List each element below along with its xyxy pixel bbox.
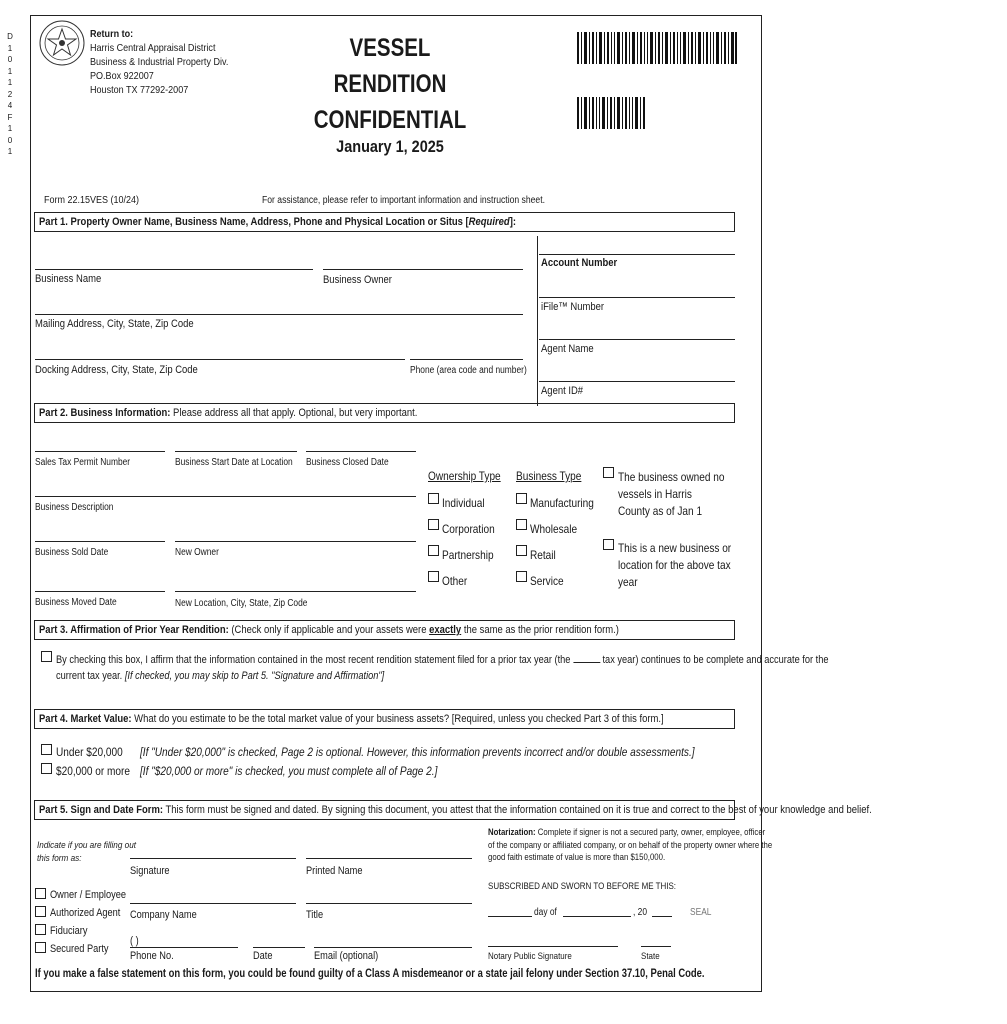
ownership-individual-checkbox[interactable] bbox=[428, 493, 439, 504]
printed-name-label: Printed Name bbox=[306, 865, 363, 877]
company-name-label: Company Name bbox=[130, 909, 197, 921]
docking-address-field[interactable] bbox=[35, 359, 405, 360]
ownership-other-checkbox[interactable] bbox=[428, 571, 439, 582]
new-owner-field[interactable] bbox=[175, 541, 416, 542]
notary-signature-field[interactable] bbox=[488, 946, 618, 947]
role-owner-checkbox[interactable] bbox=[35, 888, 46, 899]
business-description-field[interactable] bbox=[35, 496, 416, 497]
return-to-label: Return to: bbox=[90, 28, 134, 40]
day-of-label: day of bbox=[534, 907, 557, 918]
phone-no-field[interactable] bbox=[130, 947, 238, 948]
business-description-label: Business Description bbox=[35, 502, 114, 513]
part1-header: Part 1. Property Owner Name, Business Name, Address, Phone and Physical Location or Situs [Required]: bbox=[34, 212, 735, 232]
ownership-partnership-checkbox[interactable] bbox=[428, 545, 439, 556]
barcode-small-icon bbox=[577, 97, 647, 129]
title-field[interactable] bbox=[306, 903, 472, 904]
role-fiduciary-label: Fiduciary bbox=[50, 925, 88, 937]
barcode-icon bbox=[577, 32, 737, 64]
phone-parens: ( ) bbox=[130, 935, 139, 947]
under-20000-checkbox[interactable] bbox=[41, 744, 52, 755]
ownership-type-heading: Ownership Type bbox=[428, 469, 501, 483]
type-retail-label: Retail bbox=[530, 548, 556, 562]
closed-date-label: Business Closed Date bbox=[306, 457, 389, 468]
type-wholesale-checkbox[interactable] bbox=[516, 519, 527, 530]
role-secured-party-checkbox[interactable] bbox=[35, 942, 46, 953]
month-field[interactable] bbox=[563, 916, 631, 917]
assistance-note: For assistance, please refer to important information and instruction sheet. bbox=[262, 195, 545, 206]
notarization-note: Notarization: Complete if signer is not a secured party, owner, employee, officer of the company or affiliated company, or on behalf of the property owner where the good faith estimate of value is more than $150,000. bbox=[488, 827, 773, 863]
docking-address-label: Docking Address, City, State, Zip Code bbox=[35, 364, 198, 376]
type-retail-checkbox[interactable] bbox=[516, 545, 527, 556]
sales-tax-label: Sales Tax Permit Number bbox=[35, 457, 131, 468]
email-label: Email (optional) bbox=[314, 950, 379, 962]
type-wholesale-label: Wholesale bbox=[530, 522, 578, 536]
company-name-field[interactable] bbox=[130, 903, 296, 904]
signature-label: Signature bbox=[130, 865, 170, 877]
indicate-role-note: Indicate if you are filling out this form as: bbox=[37, 840, 137, 864]
ownership-partnership-label: Partnership bbox=[442, 548, 494, 562]
agent-id-label: Agent ID# bbox=[541, 385, 584, 397]
phone-field[interactable] bbox=[410, 359, 523, 360]
false-statement-warning: If you make a false statement on this form, you could be found guilty of a Class A misdemeanor or a state jail felony under Section 37.10, Penal Code. bbox=[35, 968, 705, 980]
type-service-checkbox[interactable] bbox=[516, 571, 527, 582]
part2-header: Part 2. Business Information: Please address all that apply. Optional, but very important. bbox=[34, 403, 735, 423]
no-vessels-checkbox[interactable] bbox=[603, 467, 614, 478]
signature-field[interactable] bbox=[130, 858, 296, 859]
role-agent-checkbox[interactable] bbox=[35, 906, 46, 917]
type-service-label: Service bbox=[530, 574, 564, 588]
sales-tax-field[interactable] bbox=[35, 451, 165, 452]
notary-state-label: State bbox=[641, 951, 660, 962]
email-field[interactable] bbox=[314, 947, 472, 948]
part3-header: Part 3. Affirmation of Prior Year Rendition: (Check only if applicable and your assets were exactly the same as the prior rendition form.) bbox=[34, 620, 735, 640]
type-manufacturing-label: Manufacturing bbox=[530, 496, 594, 510]
year-prefix-label: , 20 bbox=[633, 907, 648, 918]
part5-header: Part 5. Sign and Date Form: This form must be signed and dated. By signing this document, you attest that the information contained on it is true and correct to the best of your knowledge and belief. bbox=[34, 800, 735, 820]
notary-state-field[interactable] bbox=[641, 946, 671, 947]
return-address: Return to: Harris Central Appraisal District Business & Industrial Property Div. PO.Box 922007 Houston TX 77292-2007 bbox=[90, 28, 229, 96]
closed-date-field[interactable] bbox=[306, 451, 416, 452]
business-name-label: Business Name bbox=[35, 273, 102, 285]
tax-date: January 1, 2025 bbox=[336, 137, 444, 156]
business-owner-label: Business Owner bbox=[323, 274, 392, 286]
prior-tax-year-field[interactable] bbox=[573, 662, 600, 663]
role-secured-party-label: Secured Party bbox=[50, 943, 109, 955]
new-location-field[interactable] bbox=[175, 591, 416, 592]
date-field[interactable] bbox=[253, 947, 305, 948]
start-date-label: Business Start Date at Location bbox=[175, 457, 293, 468]
agent-name-label: Agent Name bbox=[541, 343, 594, 355]
seal-label: SEAL bbox=[690, 907, 712, 918]
new-location-label: New Location, City, State, Zip Code bbox=[175, 598, 308, 609]
sold-date-label: Business Sold Date bbox=[35, 547, 109, 558]
20000-or-more-label: $20,000 or more bbox=[56, 764, 130, 778]
form-number: Form 22.15VES (10/24) bbox=[44, 195, 140, 206]
prior-year-affirm-text: By checking this box, I affirm that the information contained in the most recent rendition statement filed for a prior tax year (the tax year) continues to be complete and accurate for the current tax year. [If checked, you may skip to Part 5. "Signature and Affirmation"] bbox=[56, 654, 829, 682]
phone-label: Phone (area code and number) bbox=[410, 365, 527, 376]
ownership-corporation-checkbox[interactable] bbox=[428, 519, 439, 530]
20000-or-more-checkbox[interactable] bbox=[41, 763, 52, 774]
business-name-field[interactable] bbox=[35, 269, 313, 270]
ownership-other-label: Other bbox=[442, 574, 468, 588]
ifile-number-label: iFile™ Number bbox=[541, 301, 605, 313]
title-label: Title bbox=[306, 909, 324, 921]
no-vessels-label: The business owned no vessels in Harris County as of Jan 1 bbox=[618, 470, 725, 518]
new-owner-label: New Owner bbox=[175, 547, 219, 558]
day-field[interactable] bbox=[488, 916, 532, 917]
form-title: VESSEL RENDITION CONFIDENTIAL bbox=[313, 34, 467, 134]
mailing-address-field[interactable] bbox=[35, 314, 523, 315]
new-business-checkbox[interactable] bbox=[603, 539, 614, 550]
notary-signature-label: Notary Public Signature bbox=[488, 951, 572, 962]
date-label: Date bbox=[253, 950, 273, 962]
under-20000-note: [If "Under $20,000" is checked, Page 2 is optional. However, this information prevents incorrect and/or double assessments.] bbox=[140, 745, 695, 759]
sold-date-field[interactable] bbox=[35, 541, 165, 542]
appraisal-district-seal-icon bbox=[38, 19, 86, 67]
sworn-label: SUBSCRIBED AND SWORN TO BEFORE ME THIS: bbox=[488, 881, 677, 892]
type-manufacturing-checkbox[interactable] bbox=[516, 493, 527, 504]
printed-name-field[interactable] bbox=[306, 858, 472, 859]
business-type-heading: Business Type bbox=[516, 469, 582, 483]
prior-year-affirm-checkbox[interactable] bbox=[41, 651, 52, 662]
new-business-label: This is a new business or location for the above tax year bbox=[618, 541, 732, 589]
ownership-corporation-label: Corporation bbox=[442, 522, 495, 536]
role-owner-label: Owner / Employee bbox=[50, 889, 127, 901]
under-20000-label: Under $20,000 bbox=[56, 745, 123, 759]
role-fiduciary-checkbox[interactable] bbox=[35, 924, 46, 935]
part4-header: Part 4. Market Value: What do you estimate to be the total market value of your business assets? [Required, unless you checked Part 3 of this form.] bbox=[34, 709, 735, 729]
phone-no-label: Phone No. bbox=[130, 950, 174, 962]
role-agent-label: Authorized Agent bbox=[50, 907, 121, 919]
moved-date-label: Business Moved Date bbox=[35, 597, 117, 608]
business-owner-field[interactable] bbox=[323, 269, 523, 270]
ownership-individual-label: Individual bbox=[442, 496, 485, 510]
moved-date-field[interactable] bbox=[35, 591, 165, 592]
account-number-label: Account Number bbox=[541, 257, 618, 269]
year-field[interactable] bbox=[652, 916, 672, 917]
20000-or-more-note: [If "$20,000 or more" is checked, you must complete all of Page 2.] bbox=[140, 764, 438, 778]
mailing-address-label: Mailing Address, City, State, Zip Code bbox=[35, 318, 194, 330]
side-form-code: D 1 0 1 1 2 4 F 1 0 1 bbox=[7, 32, 13, 156]
start-date-field[interactable] bbox=[175, 451, 297, 452]
